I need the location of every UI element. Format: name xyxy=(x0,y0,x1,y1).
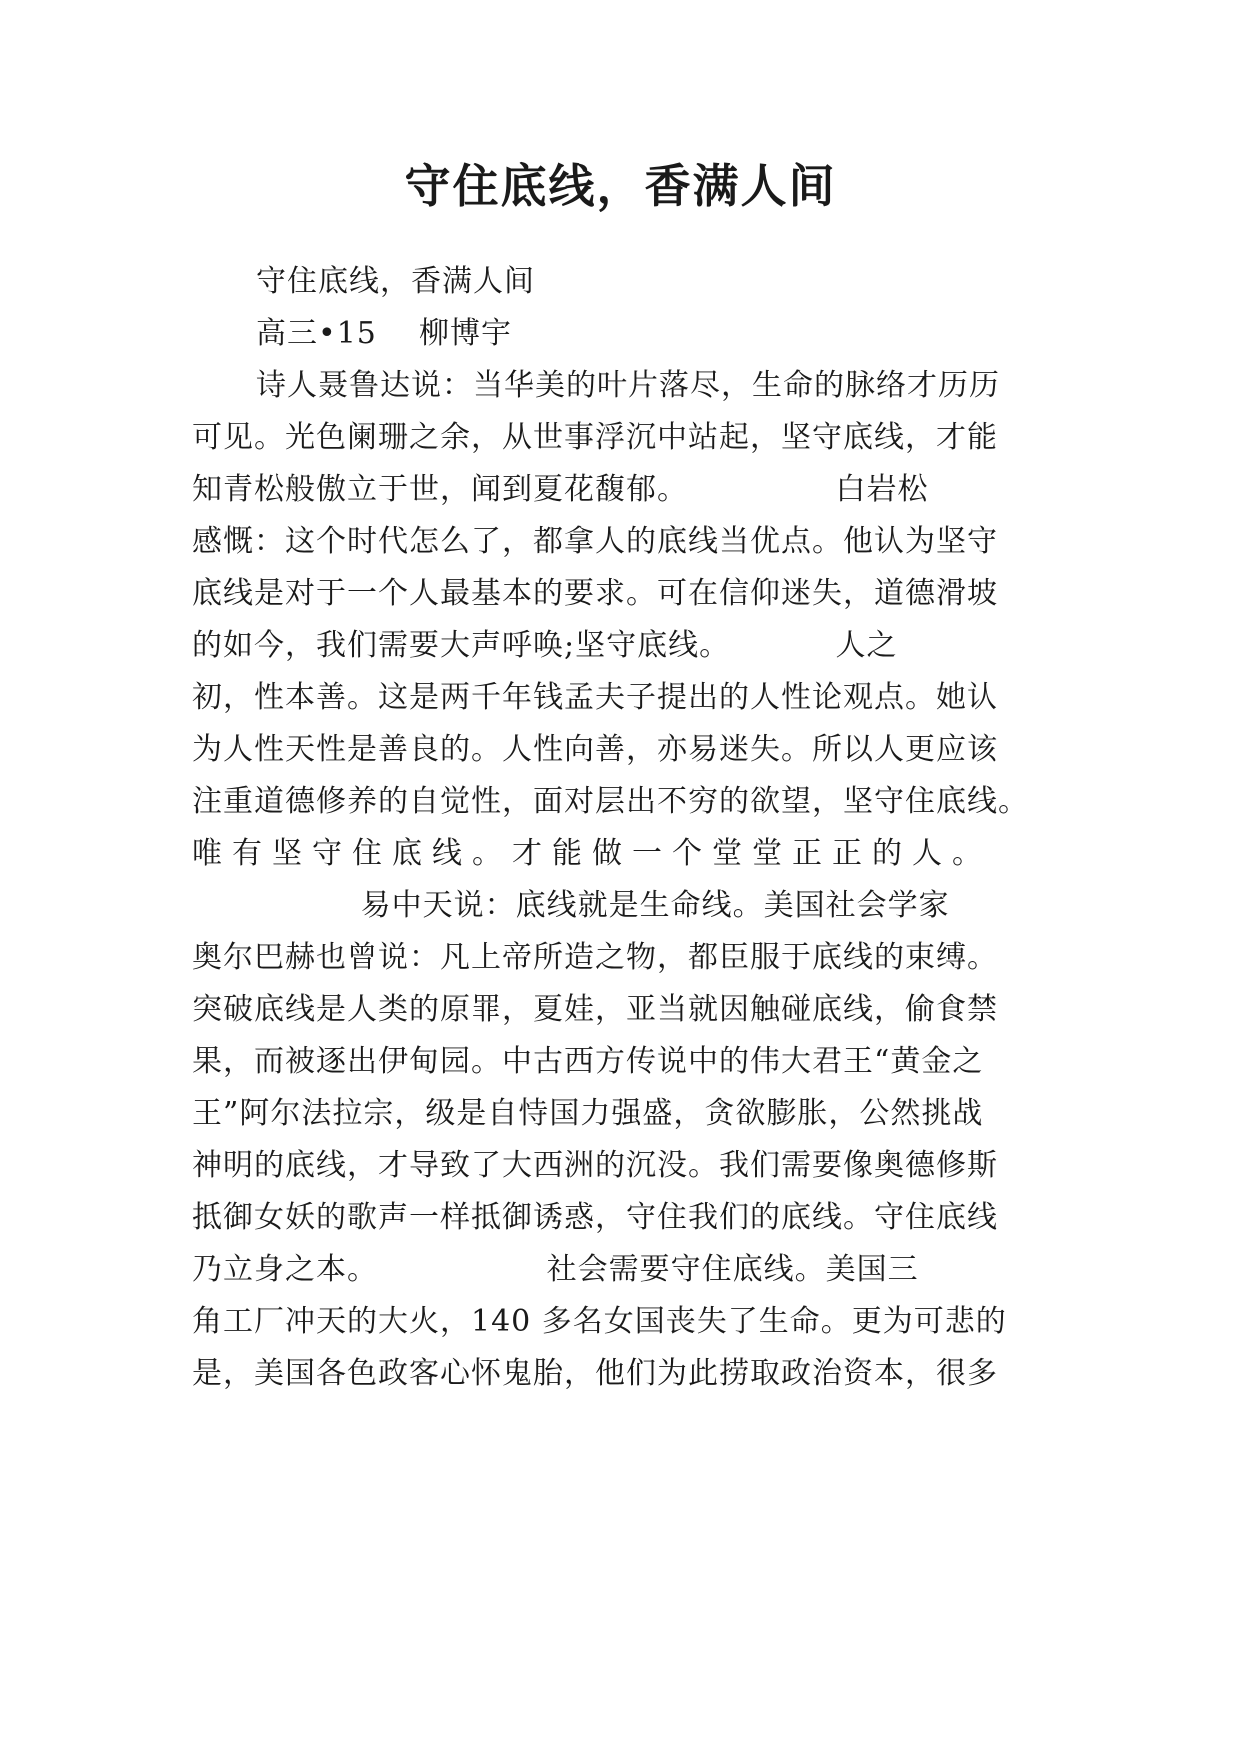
body-line: 果，而被逐出伊甸园。中古西方传说中的伟大君王“黄金之 xyxy=(192,1044,984,1079)
body-line: 角工厂冲天的大火，140 多名女国丧失了生命。更为可悲的 xyxy=(192,1304,1007,1339)
body-line: 抵御女妖的歌声一样抵御诱惑，守住我们的底线。守住底线 xyxy=(192,1200,998,1235)
body-line: 诗人聂鲁达说：当华美的叶片落尽，生命的脉络才历历 xyxy=(256,368,1000,403)
body-line: 知青松般傲立于世，闻到夏花馥郁。 白岩松 xyxy=(192,472,929,507)
body-line: 感慨：这个时代怎么了，都拿人的底线当优点。他认为坚守 xyxy=(192,524,998,559)
body-line: 可见。光色阑珊之余，从世事浮沉中站起，坚守底线，才能 xyxy=(192,420,998,455)
document-title: 守住底线，香满人间 xyxy=(404,159,837,213)
body-line: 是，美国各色政客心怀鬼胎，他们为此捞取政治资本，很多 xyxy=(192,1356,998,1391)
body-line: 唯有坚守住底线。才能做一个堂堂正正的人。 xyxy=(192,836,992,871)
body-line: 底线是对于一个人最基本的要求。可在信仰迷失，道德滑坡 xyxy=(192,576,998,611)
body-line: 乃立身之本。 社会需要守住底线。美国三 xyxy=(192,1252,919,1287)
body-line: 突破底线是人类的原罪，夏娃，亚当就因触碰底线，偷食禁 xyxy=(192,992,998,1027)
body-line: 王”阿尔法拉宗，级是自恃国力强盛，贪欲膨胀，公然挑战 xyxy=(192,1096,984,1131)
body-line: 奥尔巴赫也曾说：凡上帝所造之物，都臣服于底线的束缚。 xyxy=(192,940,998,975)
body-line: 的如今，我们需要大声呼唤;坚守底线。 人之 xyxy=(192,628,898,663)
body-line: 为人性天性是善良的。人性向善，亦易迷失。所以人更应该 xyxy=(192,732,998,767)
body-line: 注重道德修养的自觉性，面对层出不穷的欲望，坚守住底线。 xyxy=(192,784,1029,819)
body-line: 神明的底线，才导致了大西洲的沉没。我们需要像奥德修斯 xyxy=(192,1148,998,1183)
body-line-subtitle: 守住底线，香满人间 xyxy=(256,264,535,299)
body-line: 易中天说：底线就是生命线。美国社会学家 xyxy=(192,888,950,923)
body-line: 初，性本善。这是两千年钱孟夫子提出的人性论观点。她认 xyxy=(192,680,998,715)
body-line-author: 高三•15 柳博宇 xyxy=(256,316,513,351)
